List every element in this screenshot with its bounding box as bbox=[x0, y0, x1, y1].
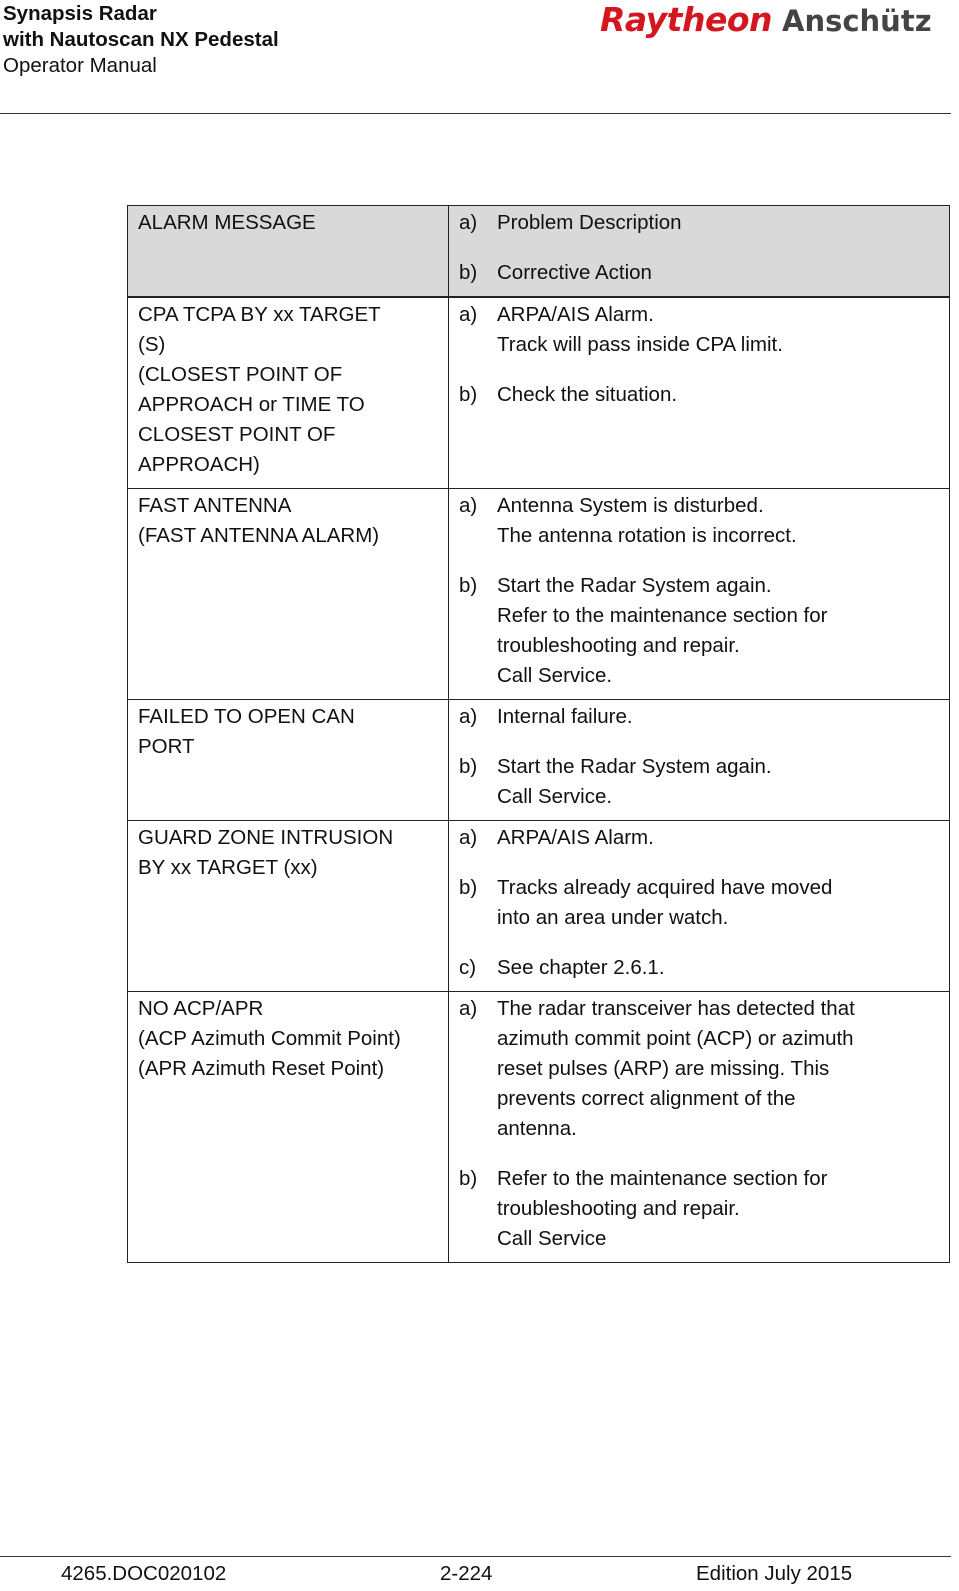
list-item bbox=[459, 491, 941, 551]
footer-divider bbox=[0, 1556, 951, 1557]
item-label: b) bbox=[459, 876, 478, 899]
item-text-line: Tracks already acquired have moved bbox=[497, 876, 833, 899]
description-action-cell bbox=[449, 992, 950, 1263]
alarm-message-line: NO ACP/APR bbox=[138, 997, 264, 1020]
item-label: a) bbox=[459, 997, 478, 1020]
list-item bbox=[459, 702, 941, 732]
item-label: b) bbox=[459, 383, 478, 406]
alarm-message-line: CLOSEST POINT OF bbox=[138, 423, 336, 446]
item-text-line: troubleshooting and repair. bbox=[497, 1197, 740, 1220]
description-action-cell bbox=[449, 821, 950, 992]
alarm-message-line: PORT bbox=[138, 735, 195, 758]
item-label: a) bbox=[459, 303, 478, 326]
item-text-line: ARPA/AIS Alarm. bbox=[497, 826, 654, 849]
list-item bbox=[459, 208, 941, 238]
header-alarm-message: ALARM MESSAGE bbox=[128, 206, 449, 298]
alarm-message-cell bbox=[128, 992, 449, 1263]
item-text-line: The radar transceiver has detected that bbox=[497, 997, 855, 1020]
table-row bbox=[128, 821, 950, 992]
header-description-action bbox=[449, 206, 950, 298]
item-text-line: azimuth commit point (ACP) or azimuth bbox=[497, 1027, 854, 1050]
alarm-message-line: FAILED TO OPEN CAN bbox=[138, 705, 355, 728]
item-text-line: Start the Radar System again. bbox=[497, 755, 772, 778]
item-label: a) bbox=[459, 705, 478, 728]
alarm-message-cell bbox=[128, 489, 449, 700]
list-item bbox=[459, 258, 941, 288]
table-row bbox=[128, 297, 950, 489]
list-item bbox=[459, 300, 941, 360]
logo-secondary-text: Anschütz bbox=[782, 4, 932, 38]
item-text-line: antenna. bbox=[497, 1117, 577, 1140]
manual-type: Operator Manual bbox=[3, 54, 157, 77]
alarm-message-line: APPROACH) bbox=[138, 453, 260, 476]
item-text-line: See chapter 2.6.1. bbox=[497, 956, 665, 979]
item-text-line: Call Service. bbox=[497, 785, 613, 808]
alarm-message-cell bbox=[128, 700, 449, 821]
alarm-message-table bbox=[127, 205, 950, 1263]
item-label: b) bbox=[459, 574, 478, 597]
document-number: 4265.DOC020102 bbox=[61, 1562, 227, 1585]
item-text-line: prevents correct alignment of the bbox=[497, 1087, 796, 1110]
edition: Edition July 2015 bbox=[696, 1562, 853, 1585]
table-row bbox=[128, 489, 950, 700]
table-header-row bbox=[128, 206, 950, 298]
manual-title: Synapsis Radar bbox=[3, 2, 157, 25]
item-text-line: ARPA/AIS Alarm. bbox=[497, 303, 654, 326]
item-text-line: Internal failure. bbox=[497, 705, 633, 728]
item-label: b) bbox=[459, 755, 478, 778]
header-divider bbox=[0, 113, 951, 114]
alarm-message-line: APPROACH or TIME TO bbox=[138, 393, 365, 416]
list-item bbox=[459, 873, 941, 933]
item-label: a) bbox=[459, 211, 478, 234]
alarm-message-line: (ACP Azimuth Commit Point) bbox=[138, 1027, 401, 1050]
alarm-message-cell bbox=[128, 297, 449, 489]
table-row bbox=[128, 700, 950, 821]
item-text-line: The antenna rotation is incorrect. bbox=[497, 524, 797, 547]
alarm-message-line: (APR Azimuth Reset Point) bbox=[138, 1057, 385, 1080]
company-logo bbox=[600, 0, 932, 40]
list-item bbox=[459, 823, 941, 853]
table-row bbox=[128, 992, 950, 1263]
logo-primary-text: Raytheon bbox=[600, 0, 772, 39]
alarm-message-line: (FAST ANTENNA ALARM) bbox=[138, 524, 380, 547]
item-text-line: Start the Radar System again. bbox=[497, 574, 772, 597]
alarm-message-line: BY xx TARGET (xx) bbox=[138, 856, 318, 879]
description-action-cell bbox=[449, 489, 950, 700]
item-text-line: Refer to the maintenance section for bbox=[497, 1167, 828, 1190]
item-label: b) bbox=[459, 261, 478, 284]
item-text-line: Refer to the maintenance section for bbox=[497, 604, 828, 627]
alarm-message-cell bbox=[128, 821, 449, 992]
list-item bbox=[459, 1164, 941, 1254]
item-text-line: Call Service. bbox=[497, 664, 613, 687]
list-item bbox=[459, 380, 941, 410]
item-text-line: troubleshooting and repair. bbox=[497, 634, 740, 657]
list-item bbox=[459, 752, 941, 812]
list-item bbox=[459, 953, 941, 983]
item-label: b) bbox=[459, 1167, 478, 1190]
item-label: a) bbox=[459, 494, 478, 517]
description-action-cell bbox=[449, 700, 950, 821]
alarm-message-line: GUARD ZONE INTRUSION bbox=[138, 826, 394, 849]
item-label: c) bbox=[459, 956, 477, 979]
item-text-line: Corrective Action bbox=[497, 261, 652, 284]
item-label: a) bbox=[459, 826, 478, 849]
item-text-line: Antenna System is disturbed. bbox=[497, 494, 764, 517]
list-item bbox=[459, 571, 941, 691]
description-action-cell bbox=[449, 297, 950, 489]
list-item bbox=[459, 994, 941, 1144]
item-text-line: Problem Description bbox=[497, 211, 682, 234]
alarm-message-line: FAST ANTENNA bbox=[138, 494, 292, 517]
item-text-line: Call Service bbox=[497, 1227, 607, 1250]
manual-title-subline: with Nautoscan NX Pedestal bbox=[3, 28, 279, 51]
item-text-line: Track will pass inside CPA limit. bbox=[497, 333, 783, 356]
item-text-line: into an area under watch. bbox=[497, 906, 729, 929]
alarm-message-line: (CLOSEST POINT OF bbox=[138, 363, 343, 386]
item-text-line: Check the situation. bbox=[497, 383, 678, 406]
page-number: 2-224 bbox=[440, 1562, 493, 1585]
alarm-message-line: CPA TCPA BY xx TARGET bbox=[138, 303, 381, 326]
item-text-line: reset pulses (ARP) are missing. This bbox=[497, 1057, 830, 1080]
alarm-message-line: (S) bbox=[138, 333, 166, 356]
